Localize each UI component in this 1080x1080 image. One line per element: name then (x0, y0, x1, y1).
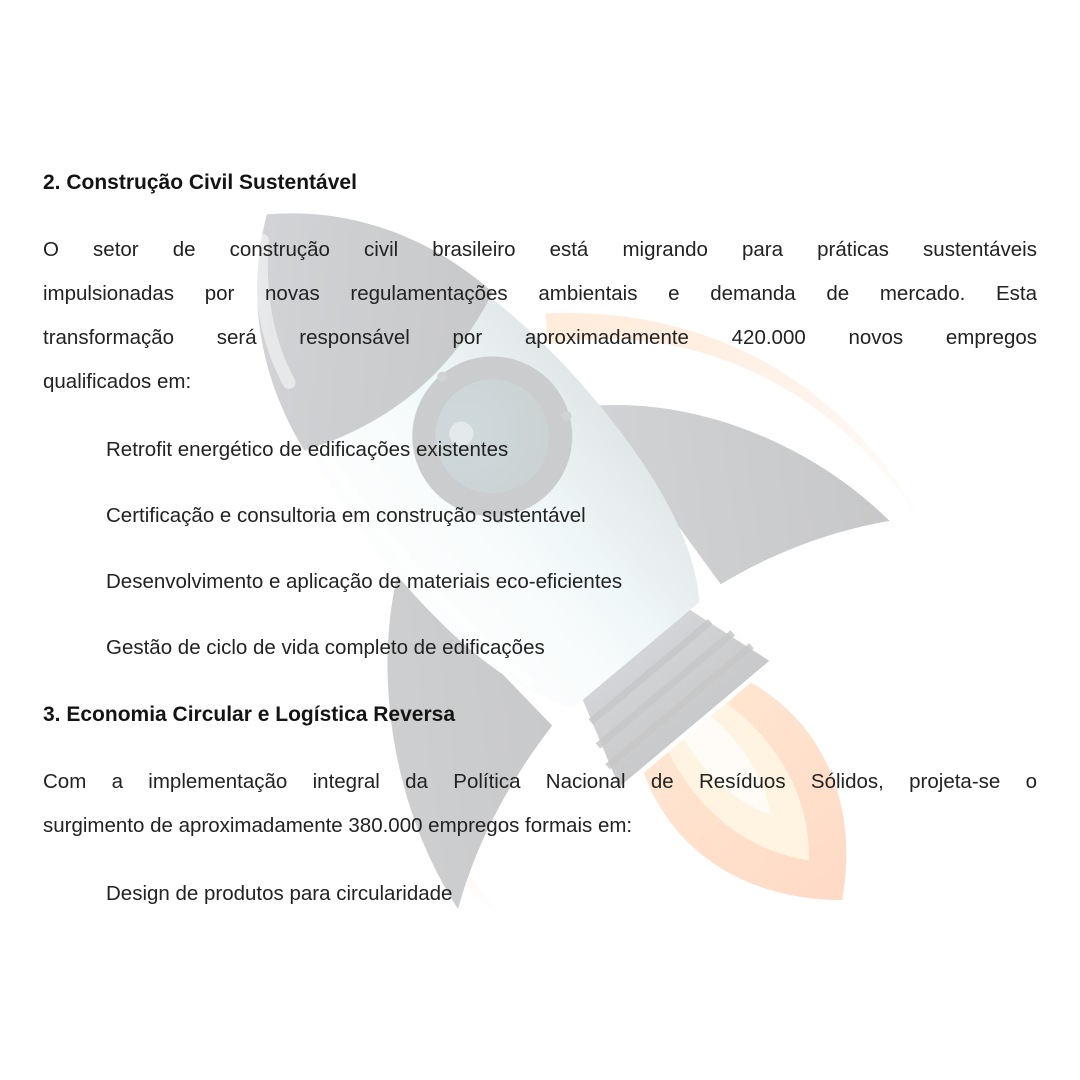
paragraph (43, 760, 1037, 848)
indented-list (43, 428, 1037, 670)
paragraph-line: Com a implementação integral da Política Nacional de Resíduos Sólidos, projeta-se o (43, 770, 1037, 793)
list-item: Design de produtos para circularidade (106, 882, 453, 905)
paragraph-line: transformação será responsável por aproximadamente 420.000 novos empregos (43, 326, 1037, 349)
section-construcao-civil (43, 161, 1037, 670)
section-heading: 2. Construção Civil Sustentável (43, 171, 357, 194)
paragraph-line: impulsionadas por novas regulamentações ambientais e demanda de mercado. Esta (43, 282, 1037, 305)
list-item: Certificação e consultoria em construção sustentável (106, 504, 586, 527)
section-heading: 3. Economia Circular e Logística Reversa (43, 703, 456, 726)
paragraph-line: qualificados em: (43, 370, 192, 393)
paragraph-line: O setor de construção civil brasileiro está migrando para práticas sustentáveis (43, 238, 1037, 261)
paragraph (43, 228, 1037, 404)
paragraph-line: surgimento de aproximadamente 380.000 empregos formais em: (43, 814, 633, 837)
indented-list (43, 872, 1037, 916)
list-item: Gestão de ciclo de vida completo de edificações (106, 636, 545, 659)
list-item: Retrofit energético de edificações existentes (106, 438, 509, 461)
list-item: Desenvolvimento e aplicação de materiais eco-eficientes (106, 570, 623, 593)
section-economia-circular (43, 693, 1037, 916)
